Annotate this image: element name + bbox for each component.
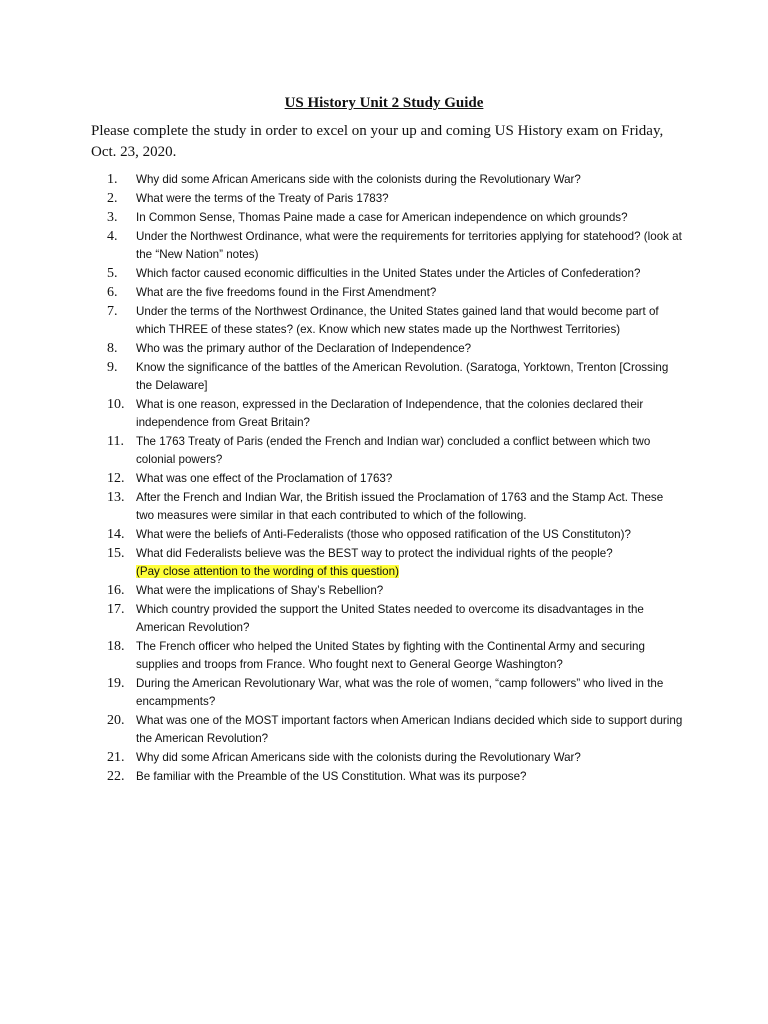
list-item xyxy=(107,582,683,600)
list-item xyxy=(107,768,683,786)
question-text: What did Federalists believe was the BEST way to protect the individual rights of the people? xyxy=(136,547,613,560)
list-item xyxy=(107,340,683,358)
list-item xyxy=(107,526,683,544)
question-text: What are the five freedoms found in the First Amendment? xyxy=(136,286,437,299)
question-text: Which factor caused economic difficulties in the United States under the Articles of Confederation? xyxy=(136,267,641,280)
question-text: What were the terms of the Treaty of Paris 1783? xyxy=(136,192,389,205)
question-number: 12. xyxy=(107,471,125,486)
question-number: 9. xyxy=(107,360,118,375)
list-item xyxy=(107,190,683,208)
list-item xyxy=(107,359,683,395)
question-text: The French officer who helped the United States by fighting with the Continental Army and securing supplies and troops from France. Who fought next to General George Washington? xyxy=(136,640,645,671)
question-number: 3. xyxy=(107,210,118,225)
question-number: 11. xyxy=(107,434,124,449)
question-text: Who was the primary author of the Declaration of Independence? xyxy=(136,342,472,355)
question-number: 19. xyxy=(107,676,125,691)
list-item xyxy=(107,712,683,748)
question-number: 15. xyxy=(107,546,125,561)
question-text: After the French and Indian War, the British issued the Proclamation of 1763 and the Stamp Act. These two measures were similar in that each contributed to which of the following. xyxy=(136,491,664,522)
list-item xyxy=(107,601,683,637)
list-item xyxy=(107,489,683,525)
question-list xyxy=(107,171,683,787)
list-item xyxy=(107,228,683,264)
question-text: Which country provided the support the United States needed to overcome its disadvantages in the American Revolution? xyxy=(136,603,644,634)
list-item xyxy=(107,284,683,302)
intro-paragraph: Please complete the study in order to excel on your up and coming US History exam on Friday, Oct. 23, 2020. xyxy=(91,123,664,160)
question-number: 22. xyxy=(107,769,125,784)
question-text: During the American Revolutionary War, what was the role of women, “camp followers” who lived in the encampments? xyxy=(136,677,664,708)
list-item xyxy=(107,171,683,189)
question-text: Why did some African Americans side with the colonists during the Revolutionary War? xyxy=(136,751,581,764)
question-text: What was one effect of the Proclamation of 1763? xyxy=(136,472,393,485)
question-number: 13. xyxy=(107,490,125,505)
page-title: US History Unit 2 Study Guide xyxy=(284,95,484,111)
question-number: 18. xyxy=(107,639,125,654)
list-item xyxy=(107,675,683,711)
list-item xyxy=(107,433,683,469)
question-number: 14. xyxy=(107,527,125,542)
question-number: 20. xyxy=(107,713,125,728)
question-number: 2. xyxy=(107,191,118,206)
question-text: Under the terms of the Northwest Ordinance, the United States gained land that would become part of which THREE of these states? (ex. Know which new states made up the Northwest Territories) xyxy=(136,305,659,336)
question-text: Under the Northwest Ordinance, what were the requirements for territories applying for statehood? (look at the “New Nation” notes) xyxy=(136,230,682,261)
list-item xyxy=(107,749,683,767)
question-number: 17. xyxy=(107,602,125,617)
question-text: What is one reason, expressed in the Declaration of Independence, that the colonies declared their independence from Great Britain? xyxy=(136,398,644,429)
question-number: 8. xyxy=(107,341,118,356)
list-item xyxy=(107,545,683,581)
highlighted-note: (Pay close attention to the wording of this question) xyxy=(136,565,399,578)
list-item xyxy=(107,265,683,283)
question-note-line xyxy=(136,563,683,581)
list-item xyxy=(107,303,683,339)
question-text: Be familiar with the Preamble of the US Constitution. What was its purpose? xyxy=(136,770,527,783)
list-item xyxy=(107,470,683,488)
question-number: 5. xyxy=(107,266,118,281)
question-number: 1. xyxy=(107,172,118,187)
question-text: Why did some African Americans side with the colonists during the Revolutionary War? xyxy=(136,173,581,186)
question-number: 6. xyxy=(107,285,118,300)
question-text: What were the implications of Shay’s Rebellion? xyxy=(136,584,384,597)
list-item xyxy=(107,638,683,674)
question-text: The 1763 Treaty of Paris (ended the French and Indian war) concluded a conflict between which two colonial powers? xyxy=(136,435,651,466)
question-number: 7. xyxy=(107,304,118,319)
question-number: 21. xyxy=(107,750,125,765)
list-item xyxy=(107,396,683,432)
question-number: 16. xyxy=(107,583,125,598)
question-text: In Common Sense, Thomas Paine made a case for American independence on which grounds? xyxy=(136,211,628,224)
list-item xyxy=(107,209,683,227)
question-number: 10. xyxy=(107,397,125,412)
question-text: Know the significance of the battles of the American Revolution. (Saratoga, Yorktown, Trenton [Crossing the Delaware] xyxy=(136,361,669,392)
question-number: 4. xyxy=(107,229,118,244)
question-text: What was one of the MOST important factors when American Indians decided which side to support during the American Revolution? xyxy=(136,714,683,745)
question-text: What were the beliefs of Anti-Federalists (those who opposed ratification of the US Constituton)? xyxy=(136,528,631,541)
